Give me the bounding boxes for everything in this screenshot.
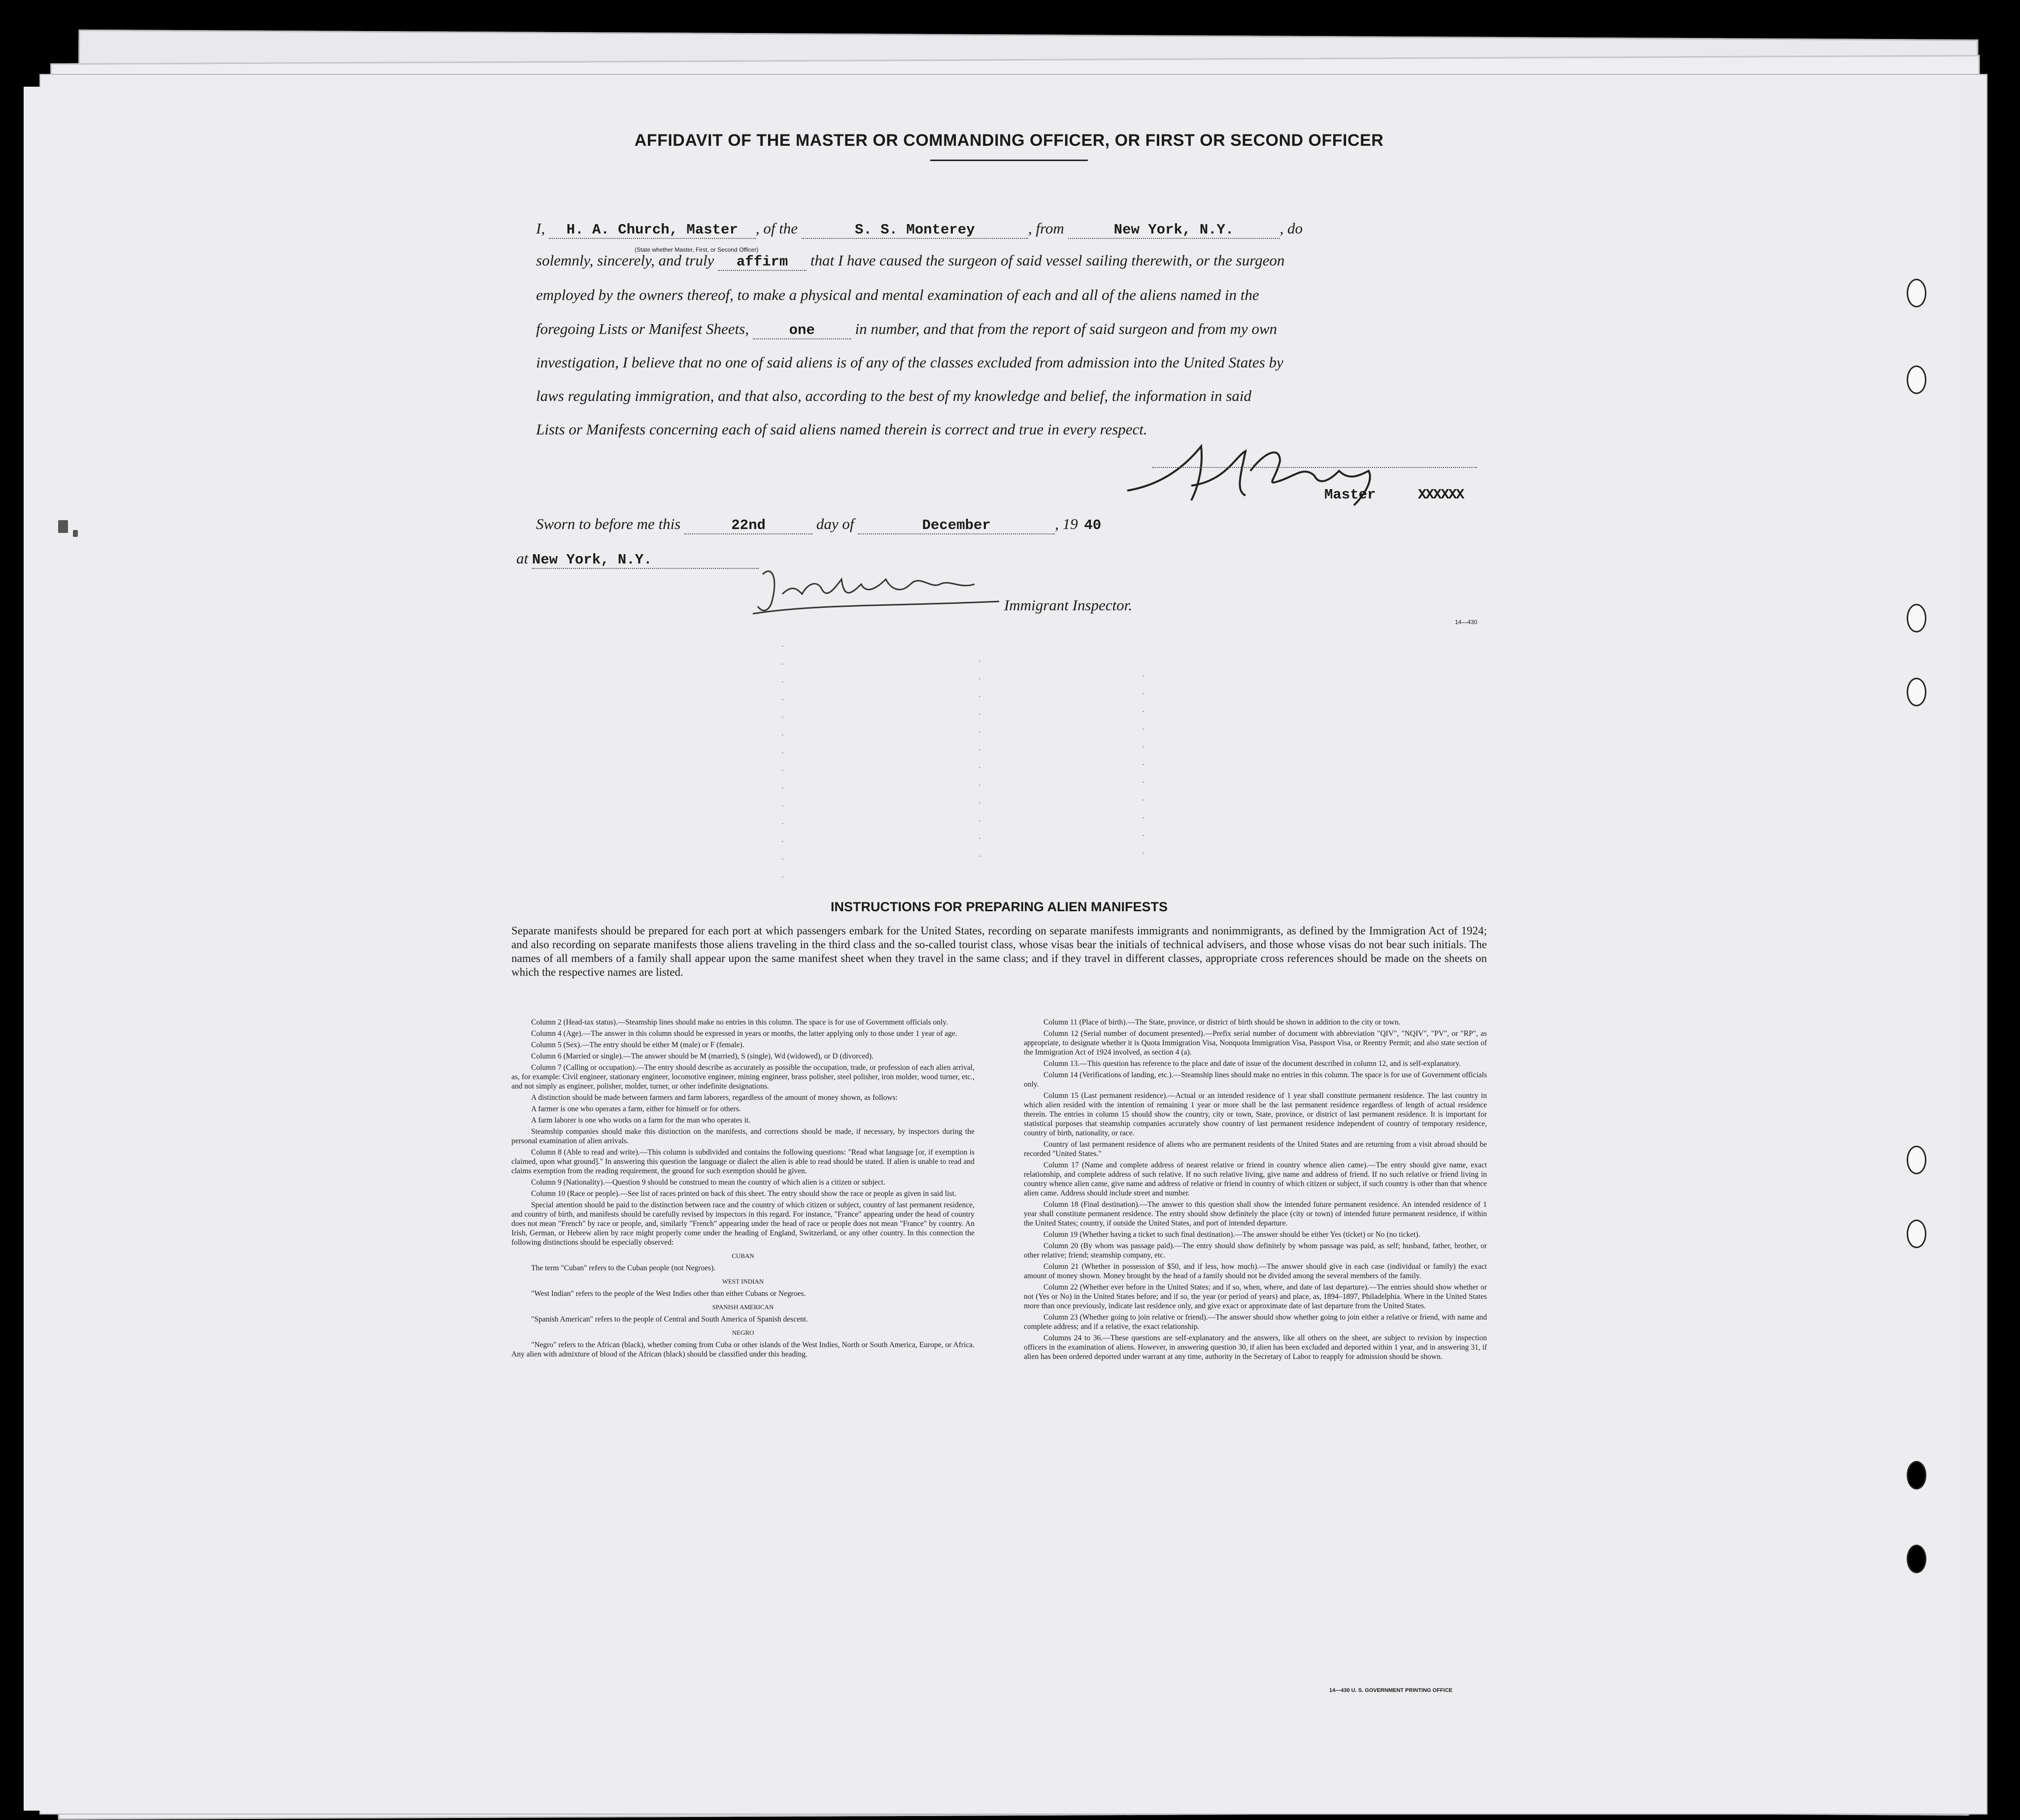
signature-line (1152, 466, 1477, 468)
instruction-paragraph: Column 13.—This question has reference to the place and date of issue of the document described in column 12, and is self-explanatory. (1044, 1059, 1461, 1068)
sworn-day-field: 22nd (684, 517, 812, 534)
sworn-place-field: New York, N.Y. (532, 552, 759, 569)
ink-spot (58, 520, 68, 533)
sworn-line (536, 515, 1108, 534)
instruction-paragraph: Column 15 (Last permanent residence).—Actual or an intended residence of 1 year shall constitute permanent residence. The last country in which alien resided with the intention of remaining 1 year or more shall be the last permanent residence regardless of length of actual residence therein. The entries in column 15 should show the country, city or town, State, province, or district of last permanent residence. It is important for statistical purposes that steamship companies accurately show country of last permanent residence independent of country of temporary residence, country of birth, nationality, or race. (1024, 1092, 1487, 1137)
instruction-paragraph: A farm laborer is one who works on a farm for the man who operates it. (531, 1116, 751, 1125)
affidavit-line-3: employed by the owners thereof, to make a physical and mental examination of each and all of the aliens named in the (536, 286, 1259, 303)
sworn-month-field: December (858, 517, 1055, 534)
binder-hole-icon (1907, 365, 1926, 394)
rank-struck: XXXXXX (1418, 487, 1464, 503)
instruction-paragraph: Column 19 (Whether having a ticket to such final destination).—The answer should be either Yes (ticket) or No (no ticket). (1044, 1230, 1420, 1239)
oath-field: affirm (718, 254, 807, 271)
form-number: 14—430 (1455, 619, 1478, 626)
instruction-paragraph: "Spanish American" refers to the people of Central and South America of Spanish descent. (531, 1315, 808, 1324)
officer-name-field: H. A. Church, Master (549, 222, 756, 239)
dot-column: · · · · · · · · · · · · · · (781, 643, 784, 881)
vessel-name-field: S. S. Monterey (802, 222, 1028, 239)
printer-imprint: 14—430 U. S. GOVERNMENT PRINTING OFFICE (1329, 1688, 1452, 1693)
instruction-paragraph: Column 17 (Name and complete address of nearest relative or friend in country whence alien came).—The entry should give name, exact relationship, and complete address of such relative. If no such relative living, give name and address of friend. If no such relative or friend living in country whence alien came, give name and address of relative or friend in country of which citizen or subject, if such country is other than that whence alien came. Address should include street and number. (1024, 1161, 1487, 1197)
text-lead: I, (536, 220, 545, 237)
affidavit-title: AFFIDAVIT OF THE MASTER OR COMMANDING OFFICER, OR FIRST OR SECOND OFFICER (634, 131, 1384, 150)
sworn-place-line (516, 550, 759, 569)
affidavit-line-5: investigation, I believe that no one of said aliens is of any of the classes excluded from admission into the United States by (536, 354, 1283, 371)
text-from: , from (1028, 220, 1064, 237)
text: in number, and that from the report of said surgeon and from my own (855, 320, 1278, 337)
instruction-paragraph: Steamship companies should make this distinction on the manifests, and corrections should be made, if necessary, by inspectors during the personal examination of alien arrivals. (511, 1127, 975, 1145)
sworn-year-field: 40 (1084, 517, 1102, 533)
text: at (516, 550, 529, 567)
binder-hole-icon (1907, 1220, 1926, 1248)
text: , 19 (1055, 515, 1078, 532)
section-heading: NEGRO (732, 1329, 754, 1336)
text: day of (816, 515, 854, 532)
instructions-title: INSTRUCTIONS FOR PREPARING ALIEN MANIFESTS (830, 899, 1168, 914)
instruction-paragraph: Columns 24 to 36.—These questions are self-explanatory and the answers, like all others on the sheet, are subject to revision by inspection officers in the examination of aliens. However, in answering question 30, if alien has been excluded and deported within 1 year, and in answering 31, if alien has been ordered deported under warrant at any time, authority in the Secretary of Labor to reapply for admission should be shown. (1024, 1334, 1487, 1361)
instruction-paragraph: Column 2 (Head-tax status).—Steamship lines should make no entries in this column. The space is for use of Government officials only. (531, 1018, 948, 1026)
sheet-count-field: one (753, 322, 851, 339)
instruction-paragraph: Column 20 (By whom was passage paid).—The entry should show definitely by whom passage was paid, as self; husband, father, brother, or other relative; friend; steamship company, etc. (1024, 1242, 1487, 1259)
instruction-paragraph: A farmer is one who operates a farm, either for himself or for others. (531, 1105, 741, 1113)
affidavit-line-2 (536, 252, 1284, 271)
instruction-paragraph: Column 6 (Married or single).—The answer should be M (married), S (single), Wd (widowed), or D (divorced). (531, 1052, 874, 1060)
text-of-the: , of the (755, 220, 798, 237)
manifest-page (24, 87, 1960, 1811)
binder-hole-icon (1907, 678, 1926, 706)
instruction-paragraph: Column 8 (Able to read and write).—This column is subdivided and contains the following questions: "Read what language [or, if exemption is claimed, upon what ground]." In answering this question the language or dialect the alien is able to read should be stated. If alien is unable to read and claims exemption from the reading requirement, the ground for such exemption should be given. (511, 1148, 975, 1175)
departure-port-field: New York, N.Y. (1068, 222, 1280, 239)
dot-column: · · · · · · · · · · · (1142, 673, 1145, 858)
text: Sworn to before me this (536, 515, 681, 532)
affidavit-line-6: laws regulating immigration, and that also, according to the best of my knowledge and belief, the information in said (536, 387, 1252, 404)
text-do: , do (1279, 220, 1303, 237)
rank-note: (State whether Master, First, or Second Officer) (635, 246, 759, 253)
instruction-paragraph: Column 12 (Serial number of document presented).—Prefix serial number of document with abbreviation "QIV", "NQIV", "PV", or "RP", as appropriate, to designate whether it is Quota Immigration Visa, Nonquota Immigration Visa, Passport Visa, or Reentry Permit; and also state section of the Immigration Act of 1924 involved, as section 4 (a). (1024, 1029, 1487, 1057)
inspector-label: Immigrant Inspector. (1004, 596, 1133, 614)
instructions-right-column (1024, 1018, 1487, 1363)
ink-spot (73, 530, 78, 537)
instruction-paragraph: "West Indian" refers to the people of the West Indies other than either Cubans or Negroes. (531, 1290, 806, 1298)
instructions-left-column (511, 1018, 975, 1361)
instruction-paragraph: Column 11 (Place of birth).—The State, province, or district of birth should be shown in addition to the city or town. (1044, 1018, 1401, 1026)
binder-hole-icon (1907, 279, 1926, 307)
instruction-paragraph: Column 18 (Final destination).—The answer to this question shall show the intended future permanent residence. An intended residence of 1 year shall constitute permanent residence. The entry should show definitely the place (city or town) of intended future permanent residence, if within the United States; country, if outside the United States, and port of intended departure. (1024, 1200, 1487, 1227)
instruction-paragraph: "Negro" refers to the African (black), whether coming from Cuba or other islands of the West Indies, North or South America, Europe, or Africa. Any alien with admixture of blood of the African (black) should be classified under this heading. (511, 1341, 975, 1358)
section-heading: WEST INDIAN (722, 1278, 764, 1285)
binder-hole-icon (1907, 1146, 1926, 1174)
instruction-paragraph: Column 21 (Whether in possession of $50, and if less, how much).—The answer should give in each case (individual or family) the exact amount of money shown. Money brought by the head of a family should not be divided among the several members of the family. (1024, 1262, 1487, 1280)
instruction-paragraph: Country of last permanent residence of aliens who are permanent residents of the United States and are returning from a visit abroad should be recorded "United States." (1024, 1140, 1487, 1158)
binder-hole-icon (1907, 1545, 1926, 1573)
section-heading: CUBAN (732, 1252, 754, 1259)
affidavit-line-4 (536, 320, 1277, 339)
instruction-paragraph: Column 22 (Whether ever before in the United States; and if so, when, where, and date of last departure).—The entries should show whether or not (Yes or No) in the United States before; and if so, the year (or period of years) and place, as, 1894–1897, Philadelphia. Where in the United States more than once previously, indicate last residence only, and give exact or approximate date of last departure from the United States. (1024, 1283, 1487, 1310)
instruction-paragraph: Column 5 (Sex).—The entry should be either M (male) or F (female). (531, 1041, 744, 1049)
instruction-paragraph: Column 9 (Nationality).—Question 9 should be construed to mean the country of which alien is a citizen or subject. (531, 1178, 885, 1187)
title-rule (930, 160, 1088, 161)
binder-hole-icon (1907, 604, 1926, 632)
text: foregoing Lists or Manifest Sheets, (536, 320, 749, 337)
instruction-paragraph: Column 7 (Calling or occupation).—The entry should describe as accurately as possible the occupation, trade, or profession of each alien arrival, as, for example: Civil engineer, stationary engineer, locomotive engineer, mining engineer, brass polisher, steel polisher, iron molder, wood turner, etc., and not simply as engineer, polisher, molder, turner, or other indefinite designations. (511, 1063, 975, 1091)
instruction-paragraph: A distinction should be made between farmers and farm laborers, regardless of the amount of money shown, as follows: (531, 1093, 898, 1102)
instruction-paragraph: Column 4 (Age).—The answer in this column should be expressed in years or months, the latter applying only to those under 1 year of age. (531, 1029, 957, 1038)
text: that I have caused the surgeon of said vessel sailing therewith, or the surgeon (810, 252, 1285, 269)
section-heading: SPANISH AMERICAN (712, 1303, 774, 1311)
instruction-paragraph: Column 23 (Whether going to join relative or friend).—The answer should show whether going to join either a relative or friend, with name and complete address; and if a relative, the exact relationship. (1024, 1313, 1487, 1331)
text: solemnly, sincerely, and truly (536, 252, 714, 269)
instruction-paragraph: Column 14 (Verifications of landing, etc.).—Steamship lines should make no entries in this column. The space is for use of Government officials only. (1024, 1071, 1487, 1089)
affidavit-line-1 (536, 220, 1303, 239)
affidavit-line-7: Lists or Manifests concerning each of said aliens named therein is correct and true in every respect. (536, 421, 1147, 438)
binder-hole-icon (1907, 1461, 1926, 1489)
instruction-paragraph: Special attention should be paid to the distinction between race and the country of which citizen or subject, country of last permanent residence, and country of birth, and manifests should be carefully revised by inspectors in this regard. For instance, "France" appearing under the head of country does not mean "French" by race or people, and, similarly "French" appearing under the head of race or people does not mean "France" by country. An Irish, German, or Hebrew alien by race might properly come under the heading of England, Switzerland, or any other country. In this connection the following distinctions should be especially observed: (511, 1201, 975, 1247)
instruction-paragraph: The term "Cuban" refers to the Cuban people (not Negroes). (531, 1264, 716, 1272)
instructions-intro: Separate manifests should be prepared for each port at which passengers embark for the United States, recording on separate manifests immigrants and nonimmigrants, as defined by the Immigration Act of 1924; and also recording on separate manifests those aliens traveling in the third class and the so-called tourist class, whose visas bear the initials of technical advisers, and those whose visas do not bear such initials. The names of all members of a family shall appear upon the same manifest sheet when they travel in the same class; and if they travel in different classes, appropriate cross references should be made on the sheets on which the respective names are listed. (511, 925, 1487, 978)
dot-column: · · · · · · · · · · · · (978, 658, 981, 860)
inspector-signature (743, 560, 1019, 624)
rank-label: Master (1324, 487, 1376, 503)
instruction-paragraph: Column 10 (Race or people).—See list of races printed on back of this sheet. The entry should show the race or people as given in said list. (531, 1190, 956, 1198)
